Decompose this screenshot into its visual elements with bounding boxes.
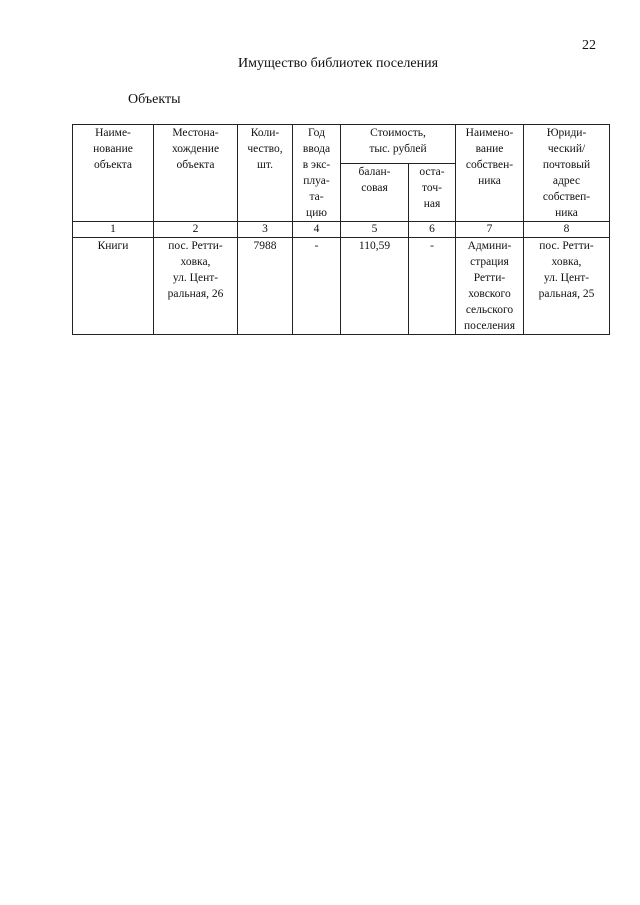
property-table [72,124,610,335]
header-name: Наиме- нование объекта [73,125,154,222]
column-number: 5 [341,222,409,238]
table-header-row [73,125,610,164]
cell-name: Книги [73,238,154,335]
column-number: 8 [524,222,610,238]
cell-owner: Админи- страция Ретти- ховского сельского поселения [456,238,524,335]
cell-year: - [293,238,341,335]
header-cost-residual: оста- точ- ная [409,164,456,222]
header-owner: Наимено- вание собствен- ника [456,125,524,222]
header-location: Местона- хождение объекта [154,125,238,222]
cell-cost-residual: - [409,238,456,335]
header-cost-balance: балан- совая [341,164,409,222]
column-numbers-row [73,222,610,238]
column-number: 2 [154,222,238,238]
header-cost: Стоимость, тыс. рублей [341,125,456,164]
cell-quantity: 7988 [238,238,293,335]
cell-owner-address: пос. Ретти- ховка, ул. Цент- ральная, 25 [524,238,610,335]
header-year: Год ввода в экс- плуа- та- цию [293,125,341,222]
section-label: Объекты [128,92,181,107]
column-number: 6 [409,222,456,238]
column-number: 1 [73,222,154,238]
header-owner-address: Юриди- ческий/ почтовый адрес собствеп- ника [524,125,610,222]
column-number: 4 [293,222,341,238]
cell-cost-balance: 110,59 [341,238,409,335]
header-quantity: Коли- чество, шт. [238,125,293,222]
page-number: 22 [582,38,596,53]
column-number: 7 [456,222,524,238]
cell-location: пос. Ретти- ховка, ул. Цент- ральная, 26 [154,238,238,335]
column-number: 3 [238,222,293,238]
page-title: Имущество библиотек поселения [237,56,439,71]
table-row [73,238,610,335]
